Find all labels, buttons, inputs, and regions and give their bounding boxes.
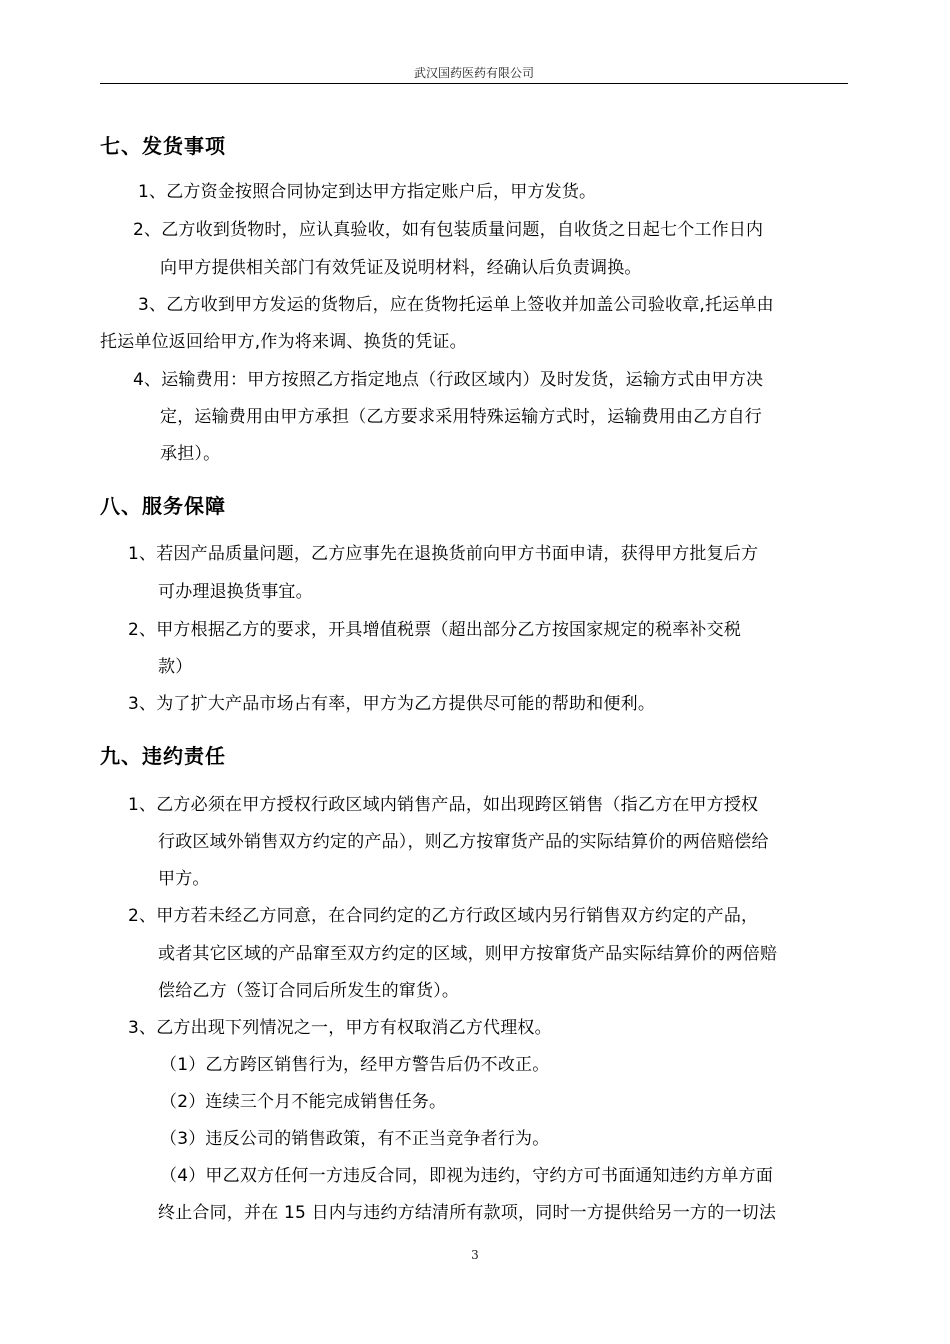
- paragraph-line: 偿给乙方（签订合同后所发生的窜货）。: [158, 981, 460, 1001]
- paragraph-line: 1、乙方必须在甲方授权行政区域内销售产品，如出现跨区销售（指乙方在甲方授权: [128, 795, 759, 815]
- paragraph-line: 可办理退换货事宜。: [158, 582, 313, 602]
- paragraph-line: 承担）。: [160, 444, 221, 464]
- paragraph-line: 2、甲方若未经乙方同意，在合同约定的乙方行政区域内另行销售双方约定的产品，: [128, 906, 759, 926]
- paragraph-line: 3、乙方收到甲方发运的货物后，应在货物托运单上签收并加盖公司验收章,托运单由: [138, 295, 774, 315]
- paragraph-line: 终止合同，并在 15 日内与违约方结清所有款项，同时一方提供给另一方的一切法: [158, 1203, 777, 1223]
- paragraph-line: 2、乙方收到货物时，应认真验收，如有包装质量问题，自收货之日起七个工作日内: [133, 220, 764, 240]
- paragraph-line: 款）: [158, 657, 193, 677]
- paragraph-line: 向甲方提供相关部门有效凭证及说明材料，经确认后负责调换。: [160, 258, 642, 278]
- paragraph-line: 4、运输费用：甲方按照乙方指定地点（行政区域内）及时发货，运输方式由甲方决: [133, 370, 764, 390]
- paragraph-line: 3、为了扩大产品市场占有率，甲方为乙方提供尽可能的帮助和便利。: [128, 694, 656, 714]
- paragraph-line: 1、若因产品质量问题，乙方应事先在退换货前向甲方书面申请，获得甲方批复后方: [128, 544, 759, 564]
- paragraph-line: 甲方。: [158, 869, 210, 889]
- paragraph-line: 行政区域外销售双方约定的产品），则乙方按窜货产品的实际结算价的两倍赔偿给: [158, 832, 769, 852]
- list-item: （4）甲乙双方任何一方违反合同，即视为违约，守约方可书面通知违约方单方面: [160, 1166, 774, 1186]
- paragraph-line: 或者其它区域的产品窜至双方约定的区域，则甲方按窜货产品实际结算价的两倍赔: [158, 944, 778, 964]
- paragraph-line: 1、乙方资金按照合同协定到达甲方指定账户后，甲方发货。: [138, 182, 597, 202]
- list-item: （1）乙方跨区销售行为，经甲方警告后仍不改正。: [160, 1055, 550, 1075]
- section-heading: 九、违约责任: [100, 744, 226, 768]
- paragraph-line: 定，运输费用由甲方承担（乙方要求采用特殊运输方式时，运输费用由乙方自行: [160, 407, 762, 427]
- page-number: 3: [471, 1248, 479, 1262]
- paragraph-line: 2、甲方根据乙方的要求，开具增值税票（超出部分乙方按国家规定的税率补交税: [128, 620, 742, 640]
- header-divider: [100, 83, 848, 84]
- paragraph-line: 3、乙方出现下列情况之一，甲方有权取消乙方代理权。: [128, 1018, 552, 1038]
- list-item: （3）违反公司的销售政策，有不正当竞争者行为。: [160, 1129, 550, 1149]
- list-item: （2）连续三个月不能完成销售任务。: [160, 1092, 447, 1112]
- page-header: 武汉国药医药有限公司: [413, 66, 534, 80]
- paragraph-line: 托运单位返回给甲方,作为将来调、换货的凭证。: [100, 332, 467, 352]
- section-heading: 七、发货事项: [100, 134, 226, 158]
- section-heading: 八、服务保障: [100, 494, 226, 518]
